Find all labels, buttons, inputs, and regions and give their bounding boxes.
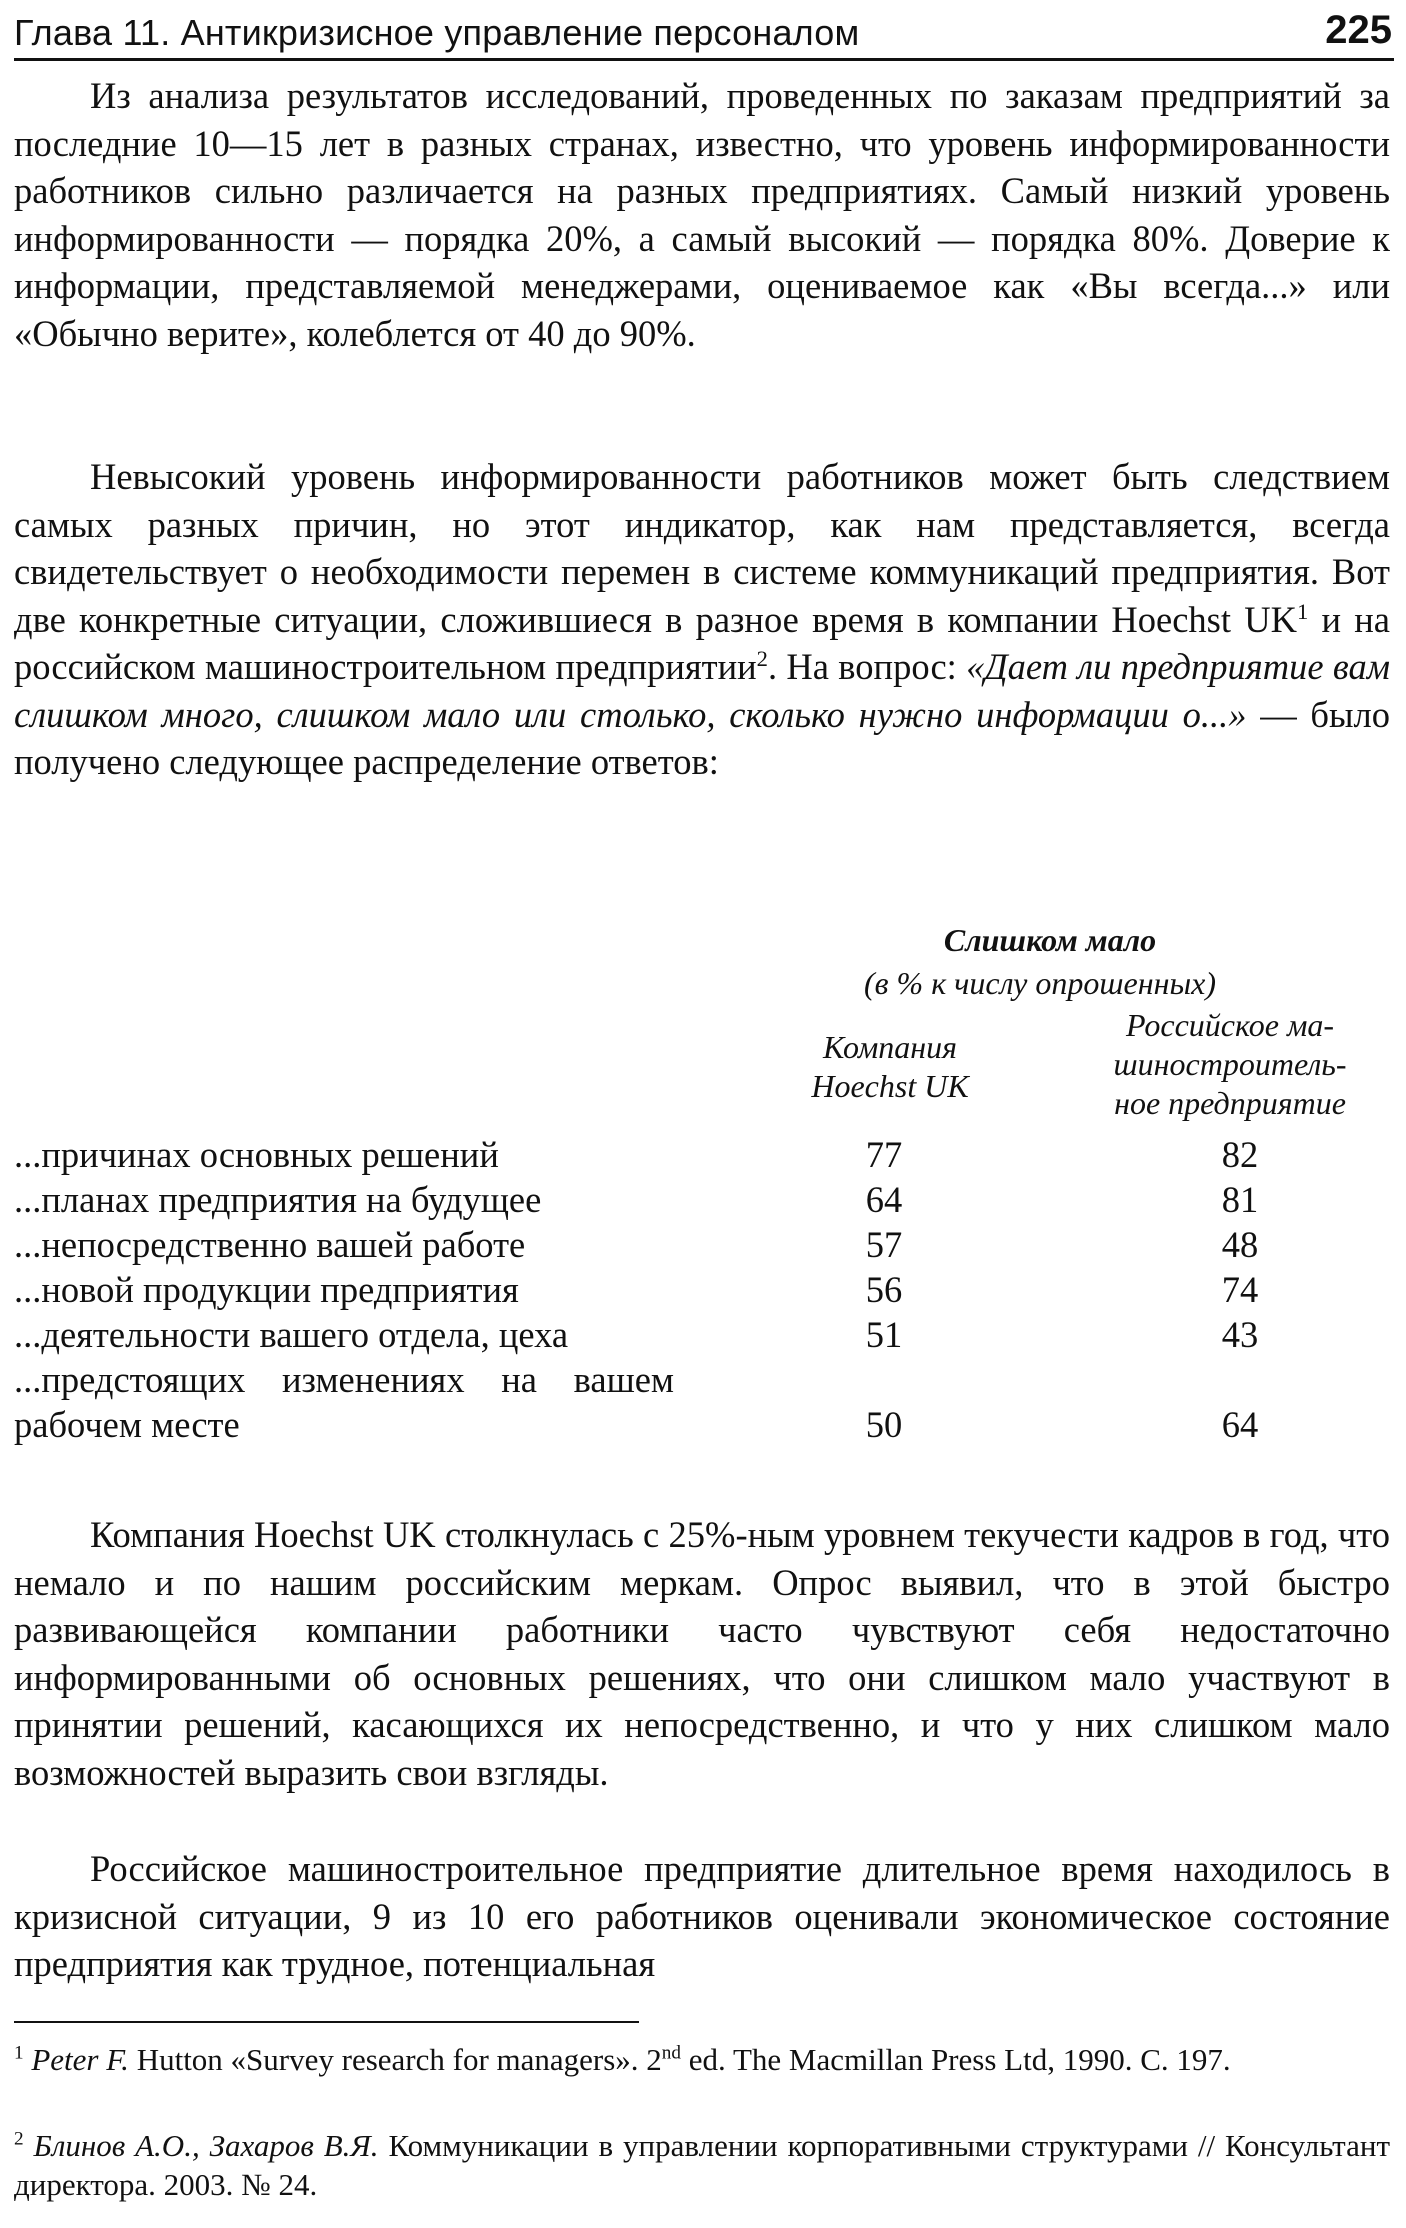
chapter-title: Глава 11. Антикризисное управление персоналом bbox=[14, 12, 860, 53]
table-row bbox=[14, 1357, 1390, 1447]
footnote-divider bbox=[14, 2021, 639, 2023]
paragraph-2-part3: . На вопрос: bbox=[767, 646, 967, 687]
running-header bbox=[14, 6, 1394, 61]
column-header-hoechst-line1: Компания bbox=[823, 1029, 957, 1065]
paragraph-1 bbox=[14, 72, 1390, 357]
paragraph-2 bbox=[14, 453, 1390, 786]
page-number: 225 bbox=[1325, 8, 1392, 52]
footnote-1-ordinal: nd bbox=[661, 2042, 681, 2064]
column-header-russian-line1: Российское ма- bbox=[1125, 1007, 1335, 1043]
row-value-hoechst: 56 bbox=[865, 1269, 903, 1310]
paragraph-4-text: Российское машиностроительное предприятие длительное время находилось в кризисной ситуации, 9 из 10 его работников оценивали экономическое состояние предприятия как трудное, потенциальная bbox=[14, 1848, 1390, 1984]
row-topic: ...новой продукции предприятия bbox=[14, 1269, 519, 1310]
footnote-1-text-end: ed. The Macmillan Press Ltd, 1990. С. 197. bbox=[681, 2042, 1231, 2077]
row-value-hoechst: 64 bbox=[865, 1179, 903, 1220]
survey-question: «Дает ли предприятие вам слишком много, слишком мало или столько, сколько нужно информации о...» bbox=[14, 646, 1390, 735]
table-row bbox=[14, 1312, 1390, 1357]
footnote-1-text: Hutton «Survey research for managers». 2 bbox=[128, 2042, 662, 2077]
row-topic: ...деятельности вашего отдела, цеха bbox=[14, 1314, 569, 1355]
footnote-2 bbox=[14, 2126, 1390, 2204]
footnote-1-number: 1 bbox=[14, 2042, 24, 2064]
column-header-russian-line2: шиностроитель- bbox=[1113, 1046, 1347, 1082]
row-value-russian: 43 bbox=[1221, 1314, 1259, 1355]
footnote-ref-2: 2 bbox=[756, 645, 768, 671]
footnote-ref-1: 1 bbox=[1296, 598, 1309, 624]
paragraph-2-part4: — было получено следующее распределение ответов: bbox=[14, 693, 1390, 782]
column-header-russian bbox=[1070, 1006, 1390, 1123]
row-value-hoechst: 51 bbox=[865, 1314, 903, 1355]
column-header-hoechst-line2: Hoechst UK bbox=[811, 1068, 969, 1104]
row-value-russian: 48 bbox=[1221, 1224, 1259, 1265]
row-value-russian: 74 bbox=[1221, 1269, 1259, 1310]
table-unit-note: (в % к числу опрошенных) bbox=[863, 965, 1216, 1001]
paragraph-3-text: Компания Hoechst UK столкнулась с 25%-ным уровнем текучести кадров в год, что немало и по нашим российским меркам. Опрос выявил, что в этой быстро развивающейся компании работники часто чувствуют себя недостаточно информированными об основных решениях, что они слишком мало участвуют в принятии решений, касающихся их непосредственно, и что у них слишком мало возможностей выразить свои взгляды. bbox=[14, 1514, 1390, 1793]
footnote-2-author: Блинов А.О., Захаров В.Я. bbox=[33, 2128, 379, 2163]
paragraph-3 bbox=[14, 1511, 1390, 1796]
column-header-russian-line3: ное предприятие bbox=[1114, 1085, 1346, 1121]
footnote-1-author: Peter F. bbox=[31, 2042, 129, 2077]
footnote-2-number: 2 bbox=[14, 2128, 24, 2150]
paragraph-2-part1: Невысокий уровень информированности работников может быть следствием самых разных причин, но этот индикатор, как нам представляется, всегда свидетельствует о необходимости перемен в системе коммуникаций предприятия. Вот две конкретные ситуации, сложившиеся в разное время в компании Hoechst UK bbox=[14, 456, 1390, 640]
paragraph-2-part2: и на российском машиностроительном предприятии bbox=[14, 598, 1390, 687]
row-value-hoechst: 77 bbox=[865, 1134, 903, 1175]
row-topic: ...непосредственно вашей работе bbox=[14, 1224, 526, 1265]
row-value-hoechst: 50 bbox=[865, 1404, 903, 1445]
table-row bbox=[14, 1132, 1390, 1177]
table-row bbox=[14, 1267, 1390, 1312]
footnote-1 bbox=[14, 2040, 1390, 2079]
table-row bbox=[14, 1177, 1390, 1222]
row-value-russian: 64 bbox=[1221, 1404, 1259, 1445]
paragraph-1-text: Из анализа результатов исследований, проведенных по заказам предприятий за последние 10—15 лет в разных странах, известно, что уровень информированности работников сильно различается на разных предприятиях. Самый низкий уровень информированности — порядка 20%, а самый высокий — порядка 80%. Доверие к информации, представляемой менеджерами, оцениваемое как «Вы всегда...» или «Обычно верите», колеблется от 40 до 90%. bbox=[14, 75, 1390, 354]
row-value-russian: 81 bbox=[1221, 1179, 1259, 1220]
row-value-russian: 82 bbox=[1221, 1134, 1259, 1175]
row-topic: ...планах предприятия на будущее bbox=[14, 1179, 542, 1220]
footnote-2-text: Коммуникации в управлении корпоративными структурами // Консультант директора. 2003. № 24. bbox=[14, 2128, 1390, 2202]
row-topic: ...причинах основных решений bbox=[14, 1134, 499, 1175]
table-group-heading: Слишком мало bbox=[943, 922, 1157, 958]
row-value-hoechst: 57 bbox=[865, 1224, 903, 1265]
column-header-hoechst bbox=[760, 1028, 1020, 1106]
paragraph-4 bbox=[14, 1845, 1390, 1988]
row-topic: ...предстоящих изменениях на вашем рабочем месте bbox=[14, 1359, 674, 1445]
table-row bbox=[14, 1222, 1390, 1267]
survey-table bbox=[14, 1132, 1390, 1447]
